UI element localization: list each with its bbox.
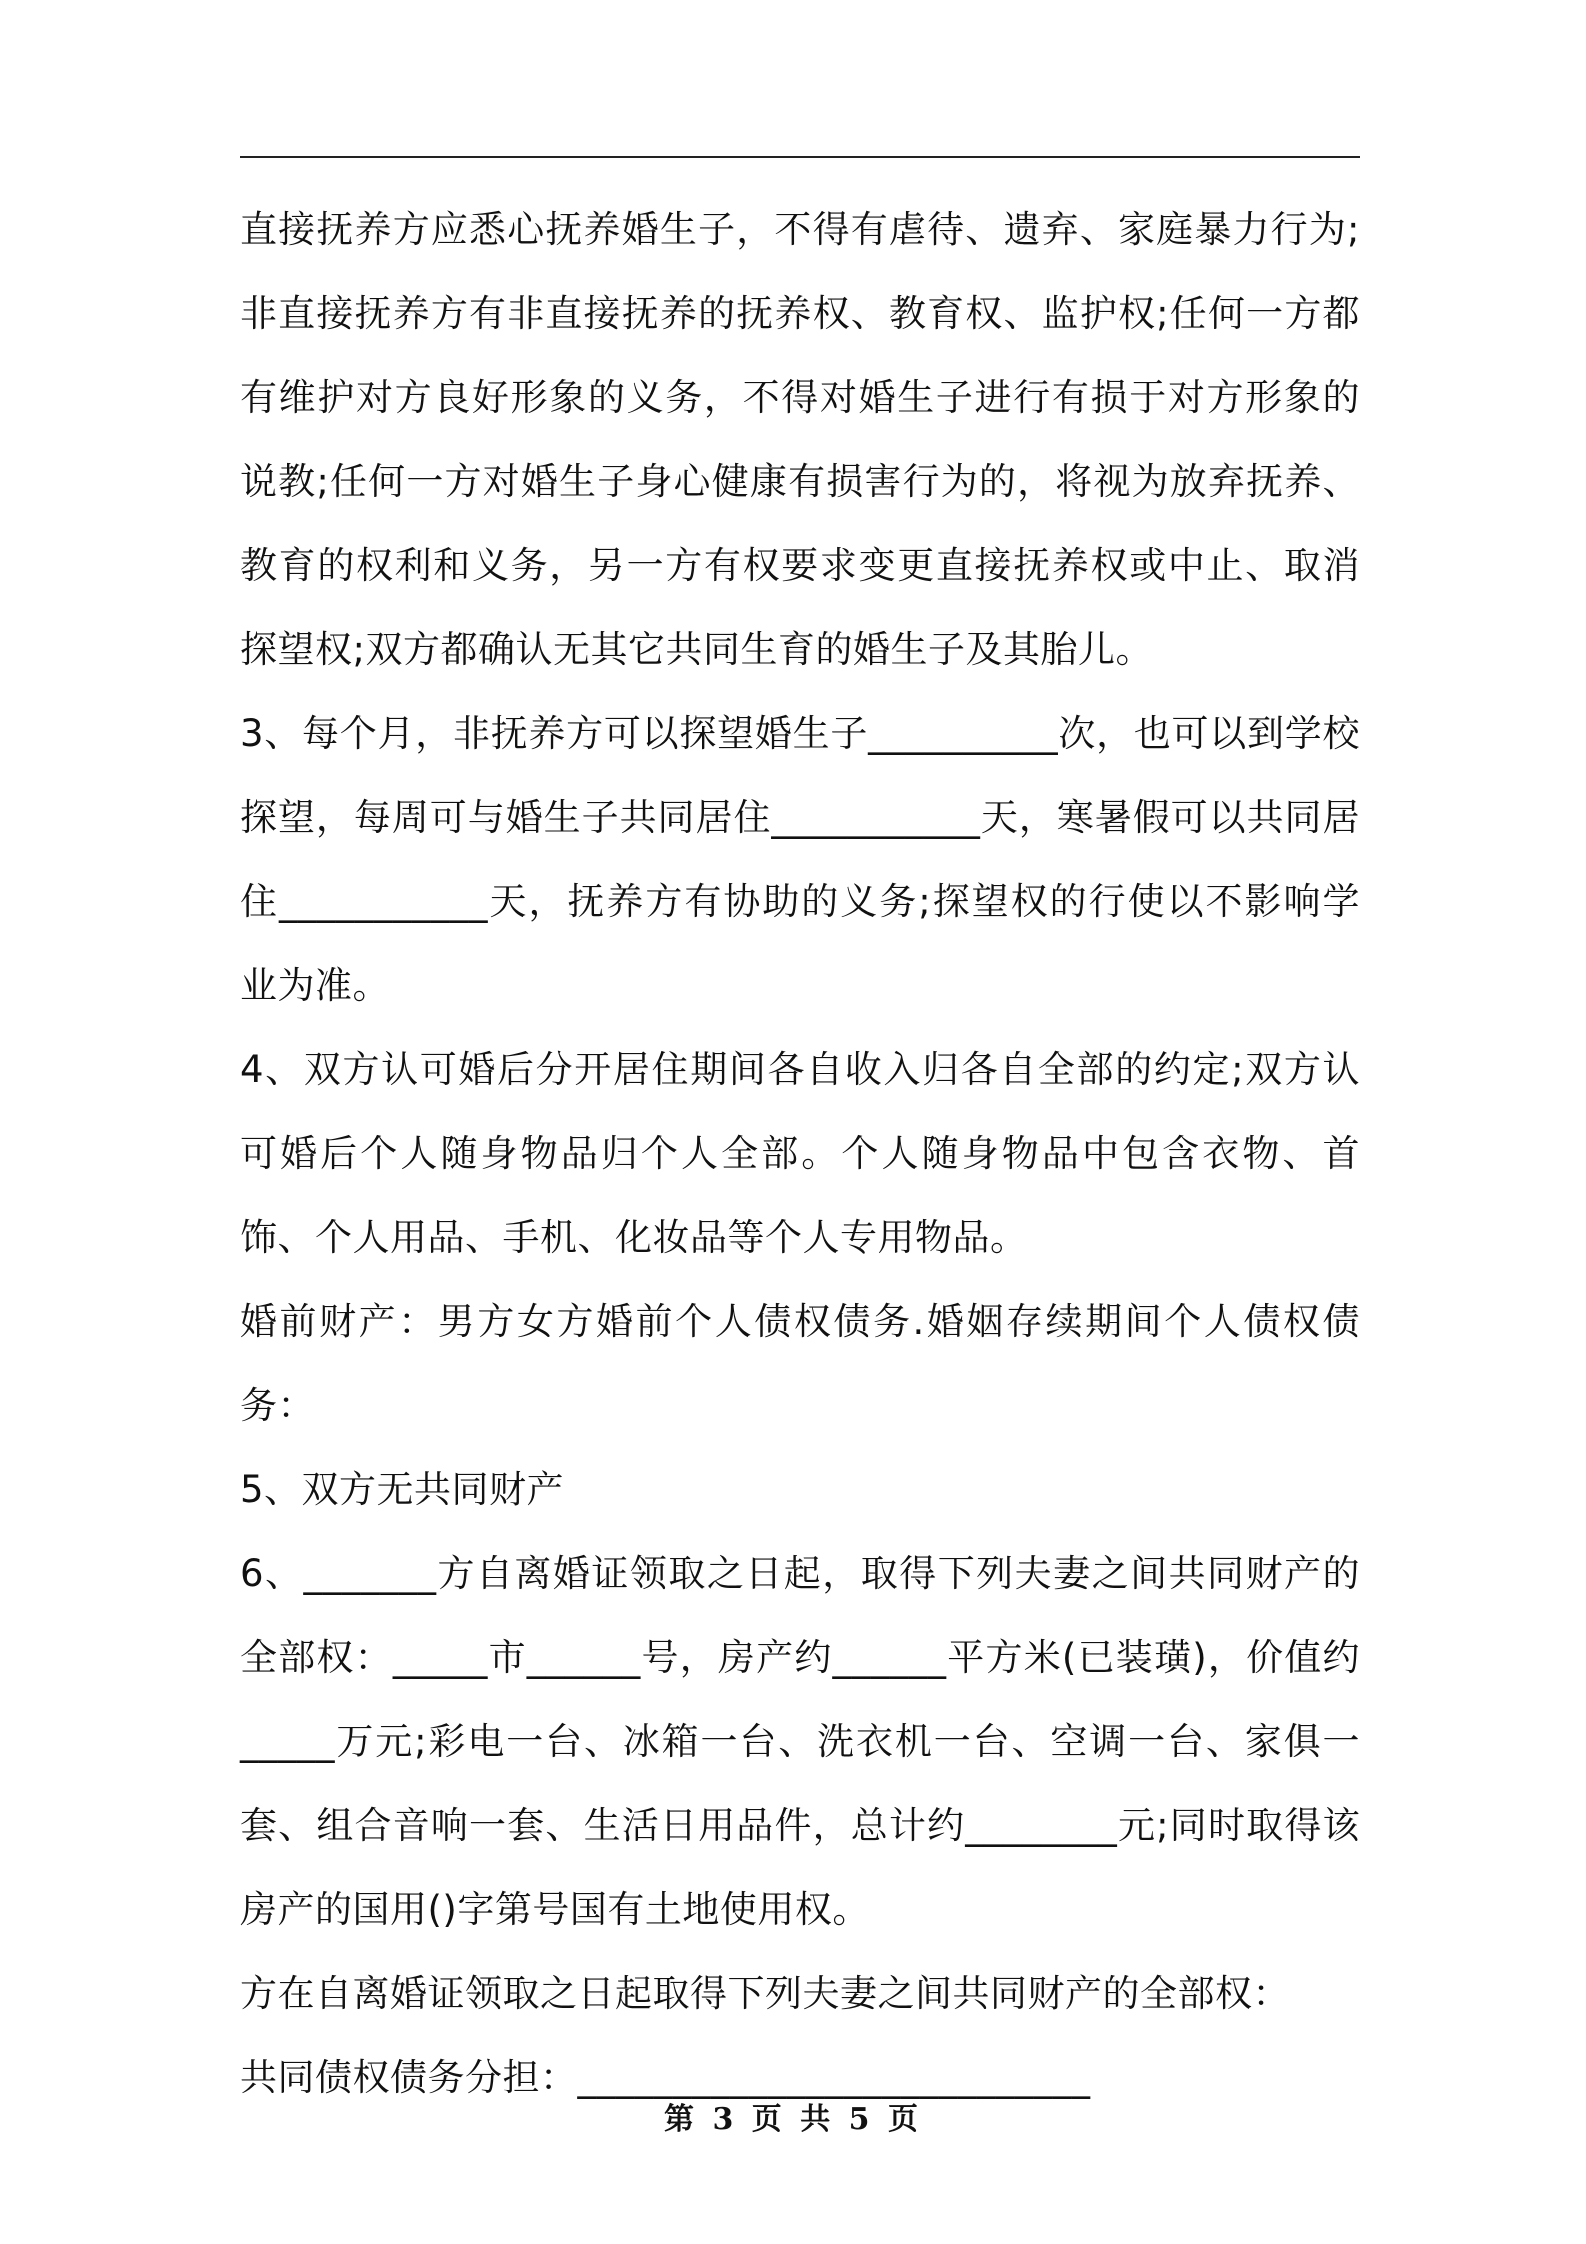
paragraph-no-joint-property: 5、双方无共同财产 — [240, 1468, 565, 1511]
paragraph-custody-duties: 直接抚养方应悉心抚养婚生子，不得有虐待、遗弃、家庭暴力行为;非直接抚养方有非直接抚养的抚养权、教育权、监护权;任何一方都有维护对方良好形象的义务，不得对婚生子进行有损于对方形象的说教;任何一方对婚生子身心健康有损害行为的，将视为放弃抚养、教育的权利和义务，另一方有权要求变更直接抚养权或中止、取消探望权;双方都确认无其它共同生育的婚生子及其胎儿。 — [240, 208, 1360, 671]
paragraph-property-ownership: 方在自离婚证领取之日起取得下列夫妻之间共同财产的全部权： — [240, 1972, 1290, 2015]
document-body — [240, 188, 1360, 2120]
paragraph-visitation: 3、每个月，非抚养方可以探望婚生子__________次，也可以到学校探望，每周可与婚生子共同居住___________天，寒暑假可以共同居住___________天，抚养方有协助的义务;探望权的行使以不影响学业为准。 — [240, 712, 1360, 1007]
paragraph-premarital-property: 婚前财产：男方女方婚前个人债权债务.婚姻存续期间个人债权债务： — [240, 1300, 1360, 1427]
paragraph-separate-income: 4、双方认可婚后分开居住期间各自收入归各自全部的约定;双方认可婚后个人随身物品归个人全部。个人随身物品中包含衣物、首饰、个人用品、手机、化妆品等个人专用物品。 — [240, 1048, 1360, 1259]
paragraph-joint-property-allocation: 6、_______方自离婚证领取之日起，取得下列夫妻之间共同财产的全部权：_____市______号，房产约______平方米(已装璜)，价值约_____万元;彩电一台、冰箱一台、洗衣机一台、空调一台、家俱一套、组合音响一套、生活日用品件，总计约________元;同时取得该房产的国用()字第号国有土地使用权。 — [240, 1552, 1360, 1931]
header-divider — [240, 156, 1360, 158]
paragraph-debt-sharing: 共同债权债务分担：___________________________ — [240, 2056, 1091, 2099]
page-number-footer: 第 3 页 共 5 页 — [664, 2102, 922, 2137]
